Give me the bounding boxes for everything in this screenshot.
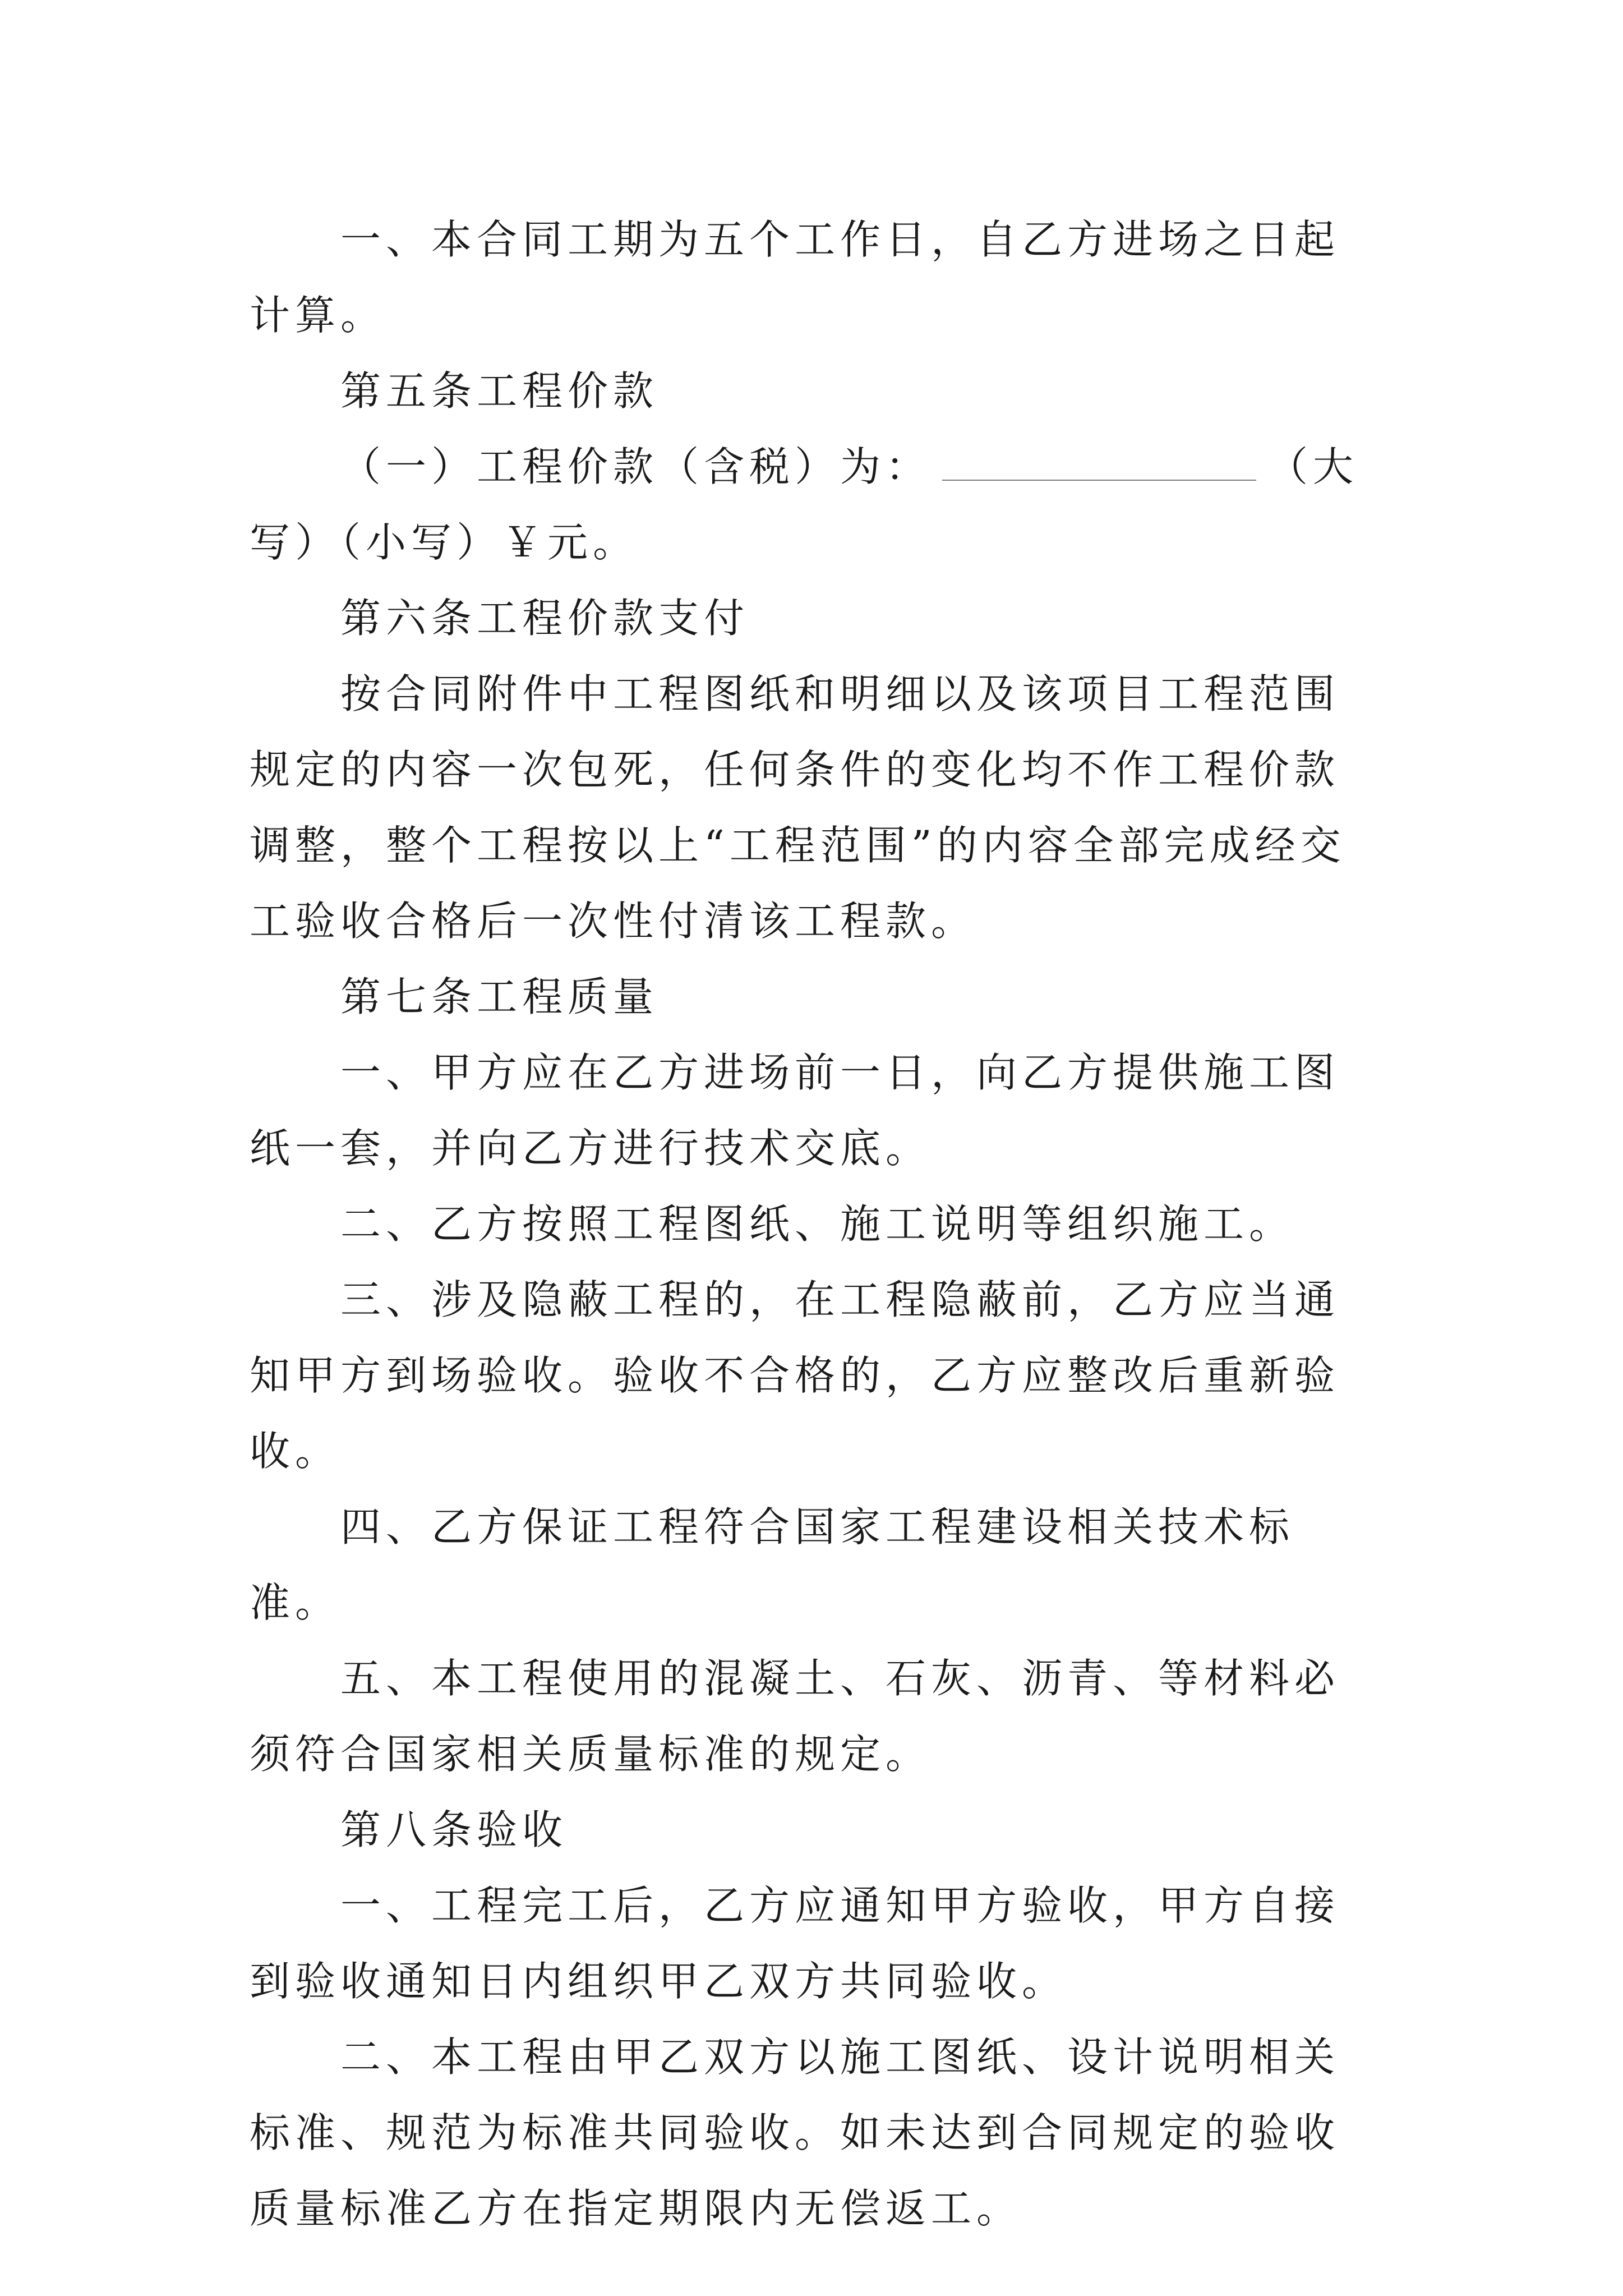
acceptance-item-1: 一、工程完工后，乙方应通知甲方验收，甲方自接到验收通知日内组织甲乙双方共同验收。 [250,1882,1340,2005]
quality-item-5: 五、本工程使用的混凝土、石灰、沥青、等材料必须符合国家相关质量标准的规定。 [250,1655,1340,1778]
clause-duration-paragraph: 一、本合同工期为五个工作日，自乙方进场之日起计算。 [250,216,1340,339]
quality-item-4: 四、乙方保证工程符合国家工程建设相关技术标准。 [250,1503,1295,1626]
price-paragraph [250,429,1377,581]
acceptance-item-2: 二、本工程由甲乙双方以施工图纸、设计说明相关标准、规范为标准共同验收。如未达到合同规定的验收质量标准乙方在指定期限内无偿返工。 [250,2033,1340,2232]
article-8-heading: 第八条验收 [340,1806,568,1853]
quality-item-1: 一、甲方应在乙方进场前一日，向乙方提供施工图纸一套，并向乙方进行技术交底。 [250,1049,1340,1172]
article-6-heading: 第六条工程价款支付 [340,595,750,642]
contract-body [250,202,1377,2247]
quality-item-2: 二、乙方按照工程图纸、施工说明等组织施工。 [340,1200,1295,1248]
article-5-heading: 第五条工程价款 [340,367,659,415]
article-7-heading: 第七条工程质量 [340,973,659,1020]
payment-paragraph: 按合同附件中工程图纸和明细以及该项目工程范围规定的内容一次包死，任何条件的变化均不作工程价款调整，整个工程按以上“工程范围”的内容全部完成经交工验收合格后一次性付清该工程款。 [250,670,1346,945]
quality-item-3: 三、涉及隐蔽工程的，在工程隐蔽前，乙方应当通知甲方到场验收。验收不合格的，乙方应整改后重新验收。 [250,1276,1340,1475]
price-blank-field [942,477,1256,481]
price-suffix: （大写）（小写）￥元。 [250,443,1359,566]
price-label: （一）工程价款（含税）为： [340,443,932,490]
